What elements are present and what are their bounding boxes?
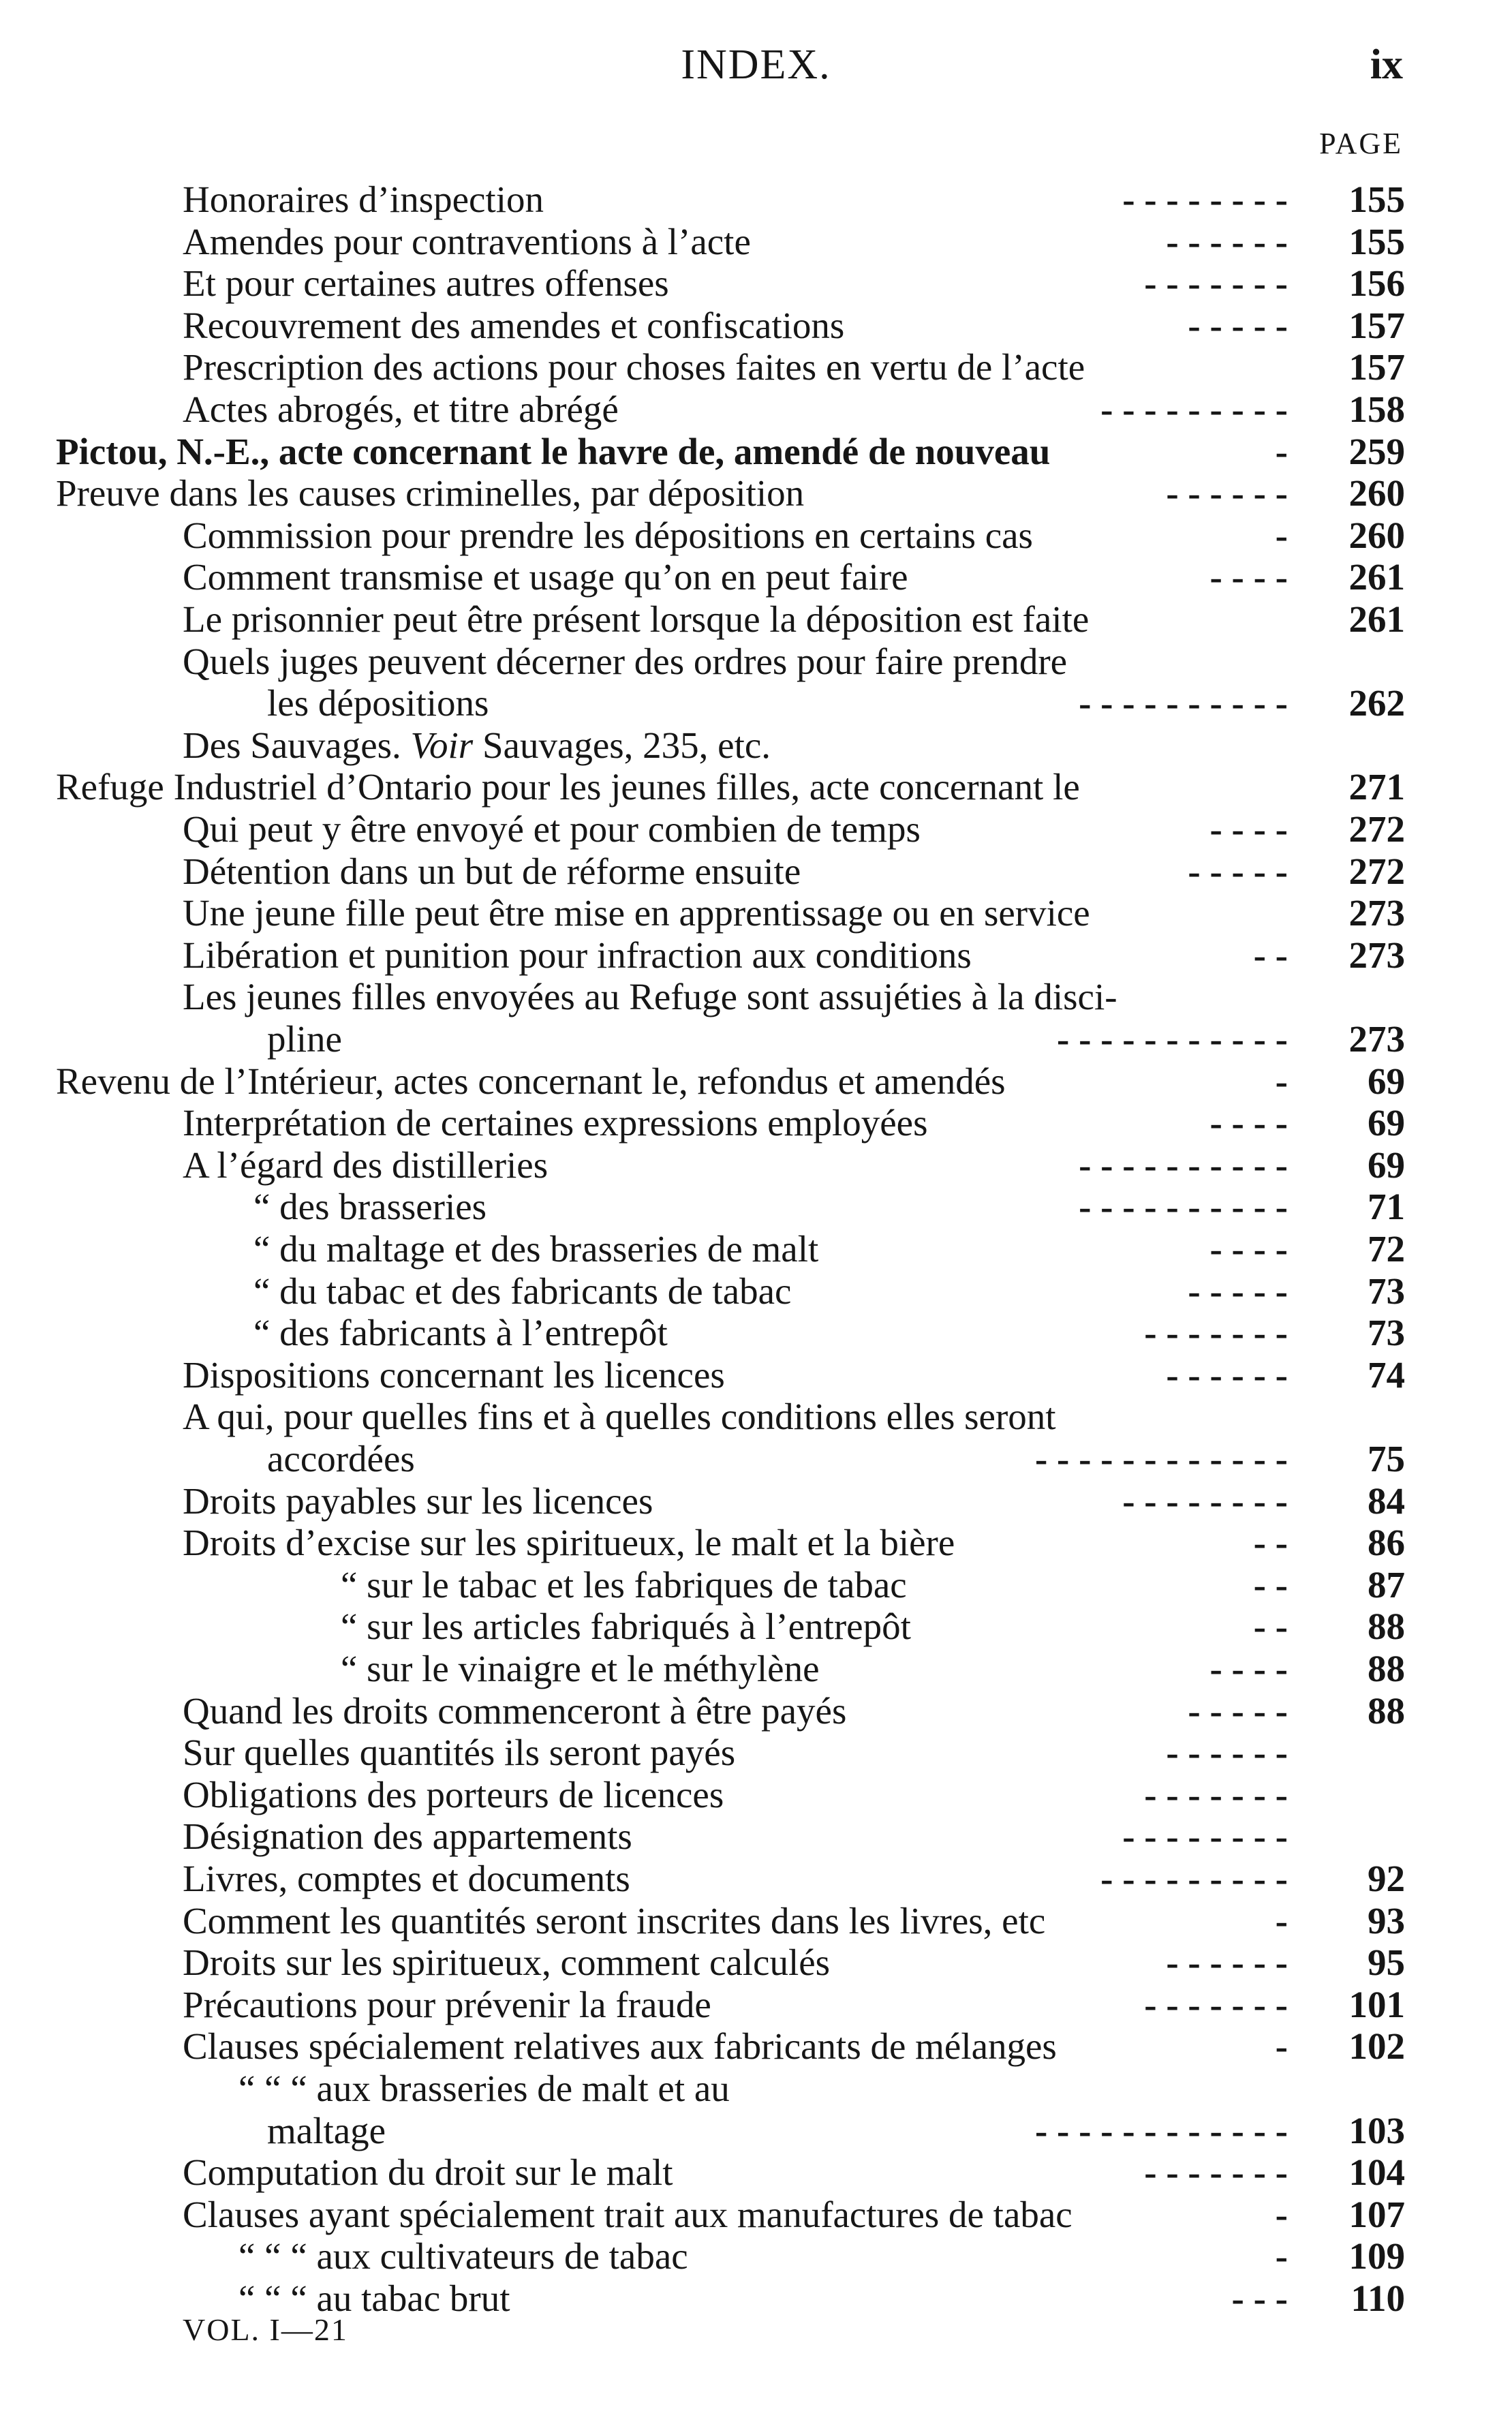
index-entry <box>0 850 1512 893</box>
entry-text: accordées <box>267 1438 415 1479</box>
entry-leader-dashes: - - - - - - - <box>1144 2151 1288 2194</box>
entry-leader-dashes: - <box>1275 2235 1288 2277</box>
entry-leader-dashes: - - - - - - - - <box>1122 1815 1288 1858</box>
entry-text: Libération et punition pour infraction aux conditions <box>183 934 972 976</box>
entry-text: “ du tabac et des fabricants de tabac <box>253 1270 792 1312</box>
entry-page-number: 88 <box>1368 1648 1405 1689</box>
entry-page-number: 157 <box>1348 304 1405 346</box>
entry-leader-dashes: - - - <box>1231 2277 1288 2319</box>
index-entry <box>0 808 1512 850</box>
entry-text: Et pour certaines autres offenses <box>183 262 669 305</box>
entry-leader-dashes: - - - - - - <box>1166 472 1288 515</box>
entry-leader-dashes: - - - - - - - <box>1144 1773 1288 1815</box>
entry-page-number: 84 <box>1368 1479 1405 1522</box>
index-entry <box>0 682 1512 724</box>
entry-page-number: 86 <box>1368 1522 1405 1564</box>
entry-leader-dashes: - - - - - - - - - - - - <box>1034 2109 1288 2151</box>
entry-page-number: 158 <box>1348 388 1405 430</box>
entry-page-number: 72 <box>1368 1228 1405 1270</box>
entry-leader-dashes: - - - - - - - - - <box>1100 388 1288 430</box>
index-entry <box>0 556 1512 598</box>
entry-page-number: 262 <box>1348 682 1405 724</box>
entry-page-number: 103 <box>1348 2109 1405 2151</box>
entry-text: Détention dans un but de réforme ensuite <box>183 850 801 892</box>
entry-text: Une jeune fille peut être mise en apprentissage ou en service <box>183 892 1090 934</box>
index-entry <box>0 1690 1512 1732</box>
entry-leader-dashes: - - - - - - <box>1166 1732 1288 1774</box>
entry-text: les dépositions <box>267 682 489 724</box>
index-entry <box>0 598 1512 641</box>
entry-text: Preuve dans les causes criminelles, par déposition <box>56 472 805 515</box>
entry-text: Honoraires d’inspection <box>183 179 544 220</box>
index-entry <box>0 388 1512 431</box>
index-entry <box>0 1984 1512 2026</box>
entry-text: “ sur le vinaigre et le méthylène <box>341 1648 820 1689</box>
signature-mark: VOL. I—21 <box>183 2312 348 2347</box>
entry-leader-dashes: - <box>1275 2025 1288 2068</box>
index-entry <box>0 892 1512 934</box>
index-entry <box>0 1564 1512 1606</box>
entry-text: Qui peut y être envoyé et pour combien de temps <box>183 808 921 850</box>
index-entry <box>0 1732 1512 1774</box>
entry-page-number: 93 <box>1368 1899 1405 1942</box>
index-entry <box>0 1648 1512 1690</box>
index-entry <box>0 221 1512 263</box>
entry-text: Computation du droit sur le malt <box>183 2151 673 2194</box>
entry-leader-dashes: - - <box>1253 1606 1288 1648</box>
entry-page-number: 74 <box>1368 1353 1405 1396</box>
index-entry <box>0 1102 1512 1144</box>
entry-text: Obligations des porteurs de licences <box>183 1773 724 1815</box>
index-entry <box>0 346 1512 388</box>
entry-text: “ “ “ aux brasseries de malt et au <box>238 2068 730 2109</box>
entry-leader-dashes: - - - - - - - <box>1144 1983 1288 2025</box>
entry-page-number: 69 <box>1368 1144 1405 1186</box>
entry-page-number: 260 <box>1348 472 1405 515</box>
index-entry <box>0 1606 1512 1648</box>
entry-text: “ “ “ aux cultivateurs de tabac <box>238 2235 688 2277</box>
entry-page-number: 261 <box>1348 556 1405 598</box>
entry-text: Amendes pour contraventions à l’acte <box>183 220 751 262</box>
index-entry <box>0 1396 1512 1438</box>
index-entry <box>0 1312 1512 1354</box>
entry-text: Revenu de l’Intérieur, actes concernant le, refondus et amendés <box>56 1060 1006 1102</box>
index-entry <box>0 724 1512 767</box>
index-entry <box>0 179 1512 221</box>
entry-leader-dashes: - - - - <box>1209 808 1288 850</box>
entry-text: Les jeunes filles envoyées au Refuge sont assujéties à la disci- <box>183 976 1117 1018</box>
index-entry <box>0 1774 1512 1816</box>
entry-text: Livres, comptes et documents <box>183 1858 630 1899</box>
index-entry <box>0 1060 1512 1103</box>
entry-page-number: 260 <box>1348 514 1405 556</box>
entry-text: Dispositions concernant les licences <box>183 1353 725 1396</box>
entry-page-number: 272 <box>1348 808 1405 850</box>
entry-leader-dashes: - - - - - - <box>1166 1942 1288 1984</box>
entry-page-number: 107 <box>1348 2193 1405 2235</box>
entry-text: Refuge Industriel d’Ontario pour les jeunes filles, acte concernant le <box>56 766 1080 808</box>
entry-page-number: 88 <box>1368 1606 1405 1648</box>
entry-page-number: 104 <box>1348 2151 1405 2194</box>
entry-page-number: 272 <box>1348 850 1405 892</box>
entry-page-number: 259 <box>1348 430 1405 472</box>
index-entry <box>0 934 1512 977</box>
entry-leader-dashes: - - - - <box>1209 556 1288 598</box>
entry-page-number: 273 <box>1348 892 1405 934</box>
entry-text: pline <box>267 1018 342 1060</box>
entry-leader-dashes: - - - - - <box>1188 850 1288 892</box>
index-entry <box>0 1480 1512 1522</box>
entry-page-number: 92 <box>1368 1858 1405 1899</box>
index-entry <box>0 1354 1512 1396</box>
entry-leader-dashes: - <box>1275 1899 1288 1942</box>
entry-text: Clauses spécialement relatives aux fabricants de mélanges <box>183 2025 1057 2068</box>
entry-text: Comment les quantités seront inscrites dans les livres, etc <box>183 1899 1046 1942</box>
index-entry <box>0 1900 1512 1942</box>
entry-page-number: 261 <box>1348 598 1405 640</box>
entry-text: Droits sur les spiritueux, comment calculés <box>183 1942 831 1984</box>
entry-page-number: 157 <box>1348 346 1405 388</box>
entry-text: “ du maltage et des brasseries de malt <box>253 1228 819 1270</box>
entry-leader-dashes: - - <box>1253 1563 1288 1606</box>
entry-text: Quels juges peuvent décerner des ordres pour faire prendre <box>183 640 1068 682</box>
entry-text: Clauses ayant spécialement trait aux manufactures de tabac <box>183 2193 1073 2235</box>
entry-leader-dashes: - - - - - <box>1188 304 1288 346</box>
entry-leader-dashes: - - - - - - - - <box>1122 1479 1288 1522</box>
index-entry <box>0 1270 1512 1313</box>
entry-text: maltage <box>267 2109 386 2151</box>
entry-page-number: 110 <box>1351 2277 1405 2319</box>
index-entry <box>0 515 1512 557</box>
entry-leader-dashes: - - <box>1253 934 1288 976</box>
entry-leader-dashes: - <box>1275 2193 1288 2235</box>
index-entry <box>0 1522 1512 1564</box>
entry-page-number: 273 <box>1348 1018 1405 1060</box>
entry-text: A l’égard des distilleries <box>183 1144 549 1186</box>
entry-leader-dashes: - - - - - <box>1188 1689 1288 1732</box>
entry-leader-dashes: - - - - - - <box>1166 1353 1288 1396</box>
entry-text: Droits d’excise sur les spiritueux, le malt et la bière <box>183 1522 955 1564</box>
entry-leader-dashes: - - - - - - - - - <box>1100 1858 1288 1899</box>
entry-text: Pictou, N.-E., acte concernant le havre de, amendé de nouveau <box>56 430 1051 472</box>
entry-leader-dashes: - - - - - - - <box>1144 262 1288 305</box>
index-entry <box>0 1858 1512 1900</box>
folio-number: ix <box>1370 42 1403 88</box>
entry-leader-dashes: - <box>1275 430 1288 472</box>
index-entry <box>0 2110 1512 2152</box>
page-title: INDEX. <box>681 42 831 88</box>
entry-leader-dashes: - - - - - - - - <box>1122 179 1288 220</box>
entry-page-number: 73 <box>1368 1270 1405 1312</box>
entry-page-number: 69 <box>1368 1060 1405 1102</box>
entry-text: Précautions pour prévenir la fraude <box>183 1983 711 2025</box>
index-entry <box>0 641 1512 683</box>
entry-page-number: 109 <box>1348 2235 1405 2277</box>
entry-text: Comment transmise et usage qu’on en peut faire <box>183 556 908 598</box>
index-entry <box>0 472 1512 515</box>
entry-text: Recouvrement des amendes et confiscations <box>183 304 845 346</box>
entry-page-number: 95 <box>1368 1942 1405 1984</box>
entry-leader-dashes: - - - - - - - - - - <box>1079 1144 1288 1186</box>
index-entry <box>0 1438 1512 1480</box>
entry-text: Actes abrogés, et titre abrégé <box>183 388 619 430</box>
entry-text: Le prisonnier peut être présent lorsque la déposition est faite <box>183 598 1090 640</box>
entry-leader-dashes: - - - - - - - - - - <box>1079 1186 1288 1228</box>
entry-text: “ des fabricants à l’entrepôt <box>253 1312 668 1354</box>
index-entry <box>0 2151 1512 2194</box>
entry-text: Interprétation de certaines expressions employées <box>183 1102 928 1144</box>
index-entry <box>0 1186 1512 1228</box>
index-entry <box>0 431 1512 473</box>
entry-page-number: 71 <box>1368 1186 1405 1228</box>
entry-text: Sur quelles quantités ils seront payés <box>183 1732 736 1774</box>
index-entry <box>0 1942 1512 1984</box>
entry-leader-dashes: - - - - <box>1209 1102 1288 1144</box>
index-entry <box>0 1815 1512 1858</box>
index-entry <box>0 1018 1512 1060</box>
entry-leader-dashes: - - <box>1253 1522 1288 1564</box>
index-entry <box>0 1144 1512 1186</box>
entry-leader-dashes: - - - - - <box>1188 1270 1288 1312</box>
entry-leader-dashes: - - - - - - - - - - - <box>1057 1018 1288 1060</box>
entry-page-number: 75 <box>1368 1438 1405 1479</box>
entry-text: “ sur les articles fabriqués à l’entrepôt <box>341 1606 911 1648</box>
entry-page-number: 69 <box>1368 1102 1405 1144</box>
entry-leader-dashes: - - - - - - <box>1166 220 1288 262</box>
entry-text: “ sur le tabac et les fabriques de tabac <box>341 1563 907 1606</box>
entry-leader-dashes: - <box>1275 1060 1288 1102</box>
entry-text: “ “ “ au tabac brut <box>238 2277 510 2319</box>
index-entry <box>0 2235 1512 2277</box>
entry-page-number: 87 <box>1368 1563 1405 1606</box>
entry-text: Commission pour prendre les dépositions en certains cas <box>183 514 1033 556</box>
index-entry <box>0 2025 1512 2068</box>
entry-leader-dashes: - - - - - - - <box>1144 1312 1288 1354</box>
entry-page-number: 271 <box>1348 766 1405 808</box>
entry-leader-dashes: - - - - <box>1209 1648 1288 1689</box>
entry-text: Désignation des appartements <box>183 1815 632 1858</box>
entry-page-number: 155 <box>1348 179 1405 220</box>
entry-page-number: 88 <box>1368 1689 1405 1732</box>
index-entry <box>0 766 1512 808</box>
entry-text: Quand les droits commenceront à être payés <box>183 1689 847 1732</box>
entry-page-number: 156 <box>1348 262 1405 305</box>
entry-text: Droits payables sur les licences <box>183 1479 653 1522</box>
running-head <box>0 41 1512 95</box>
index-entry <box>0 2068 1512 2110</box>
entry-page-number: 101 <box>1348 1983 1405 2025</box>
entry-leader-dashes: - <box>1275 514 1288 556</box>
index-entry <box>0 976 1512 1018</box>
entry-page-number: 155 <box>1348 220 1405 262</box>
entry-page-number: 273 <box>1348 934 1405 976</box>
entry-leader-dashes: - - - - - - - - - - - - <box>1034 1438 1288 1479</box>
entry-page-number: 102 <box>1348 2025 1405 2068</box>
entry-text: Des Sauvages. Voir Sauvages, 235, etc. <box>183 724 771 766</box>
index-entry <box>0 305 1512 347</box>
index-entry <box>0 1228 1512 1270</box>
index-entry <box>0 2194 1512 2236</box>
entry-text: A qui, pour quelles fins et à quelles conditions elles seront <box>183 1396 1056 1438</box>
index-entry <box>0 262 1512 305</box>
entry-leader-dashes: - - - - <box>1209 1228 1288 1270</box>
page-column-label: PAGE <box>1319 127 1403 160</box>
entry-text: Prescription des actions pour choses faites en vertu de l’acte <box>183 346 1085 388</box>
entry-leader-dashes: - - - - - - - - - - <box>1079 682 1288 724</box>
entry-page-number: 73 <box>1368 1312 1405 1354</box>
entry-text: “ des brasseries <box>253 1186 487 1228</box>
